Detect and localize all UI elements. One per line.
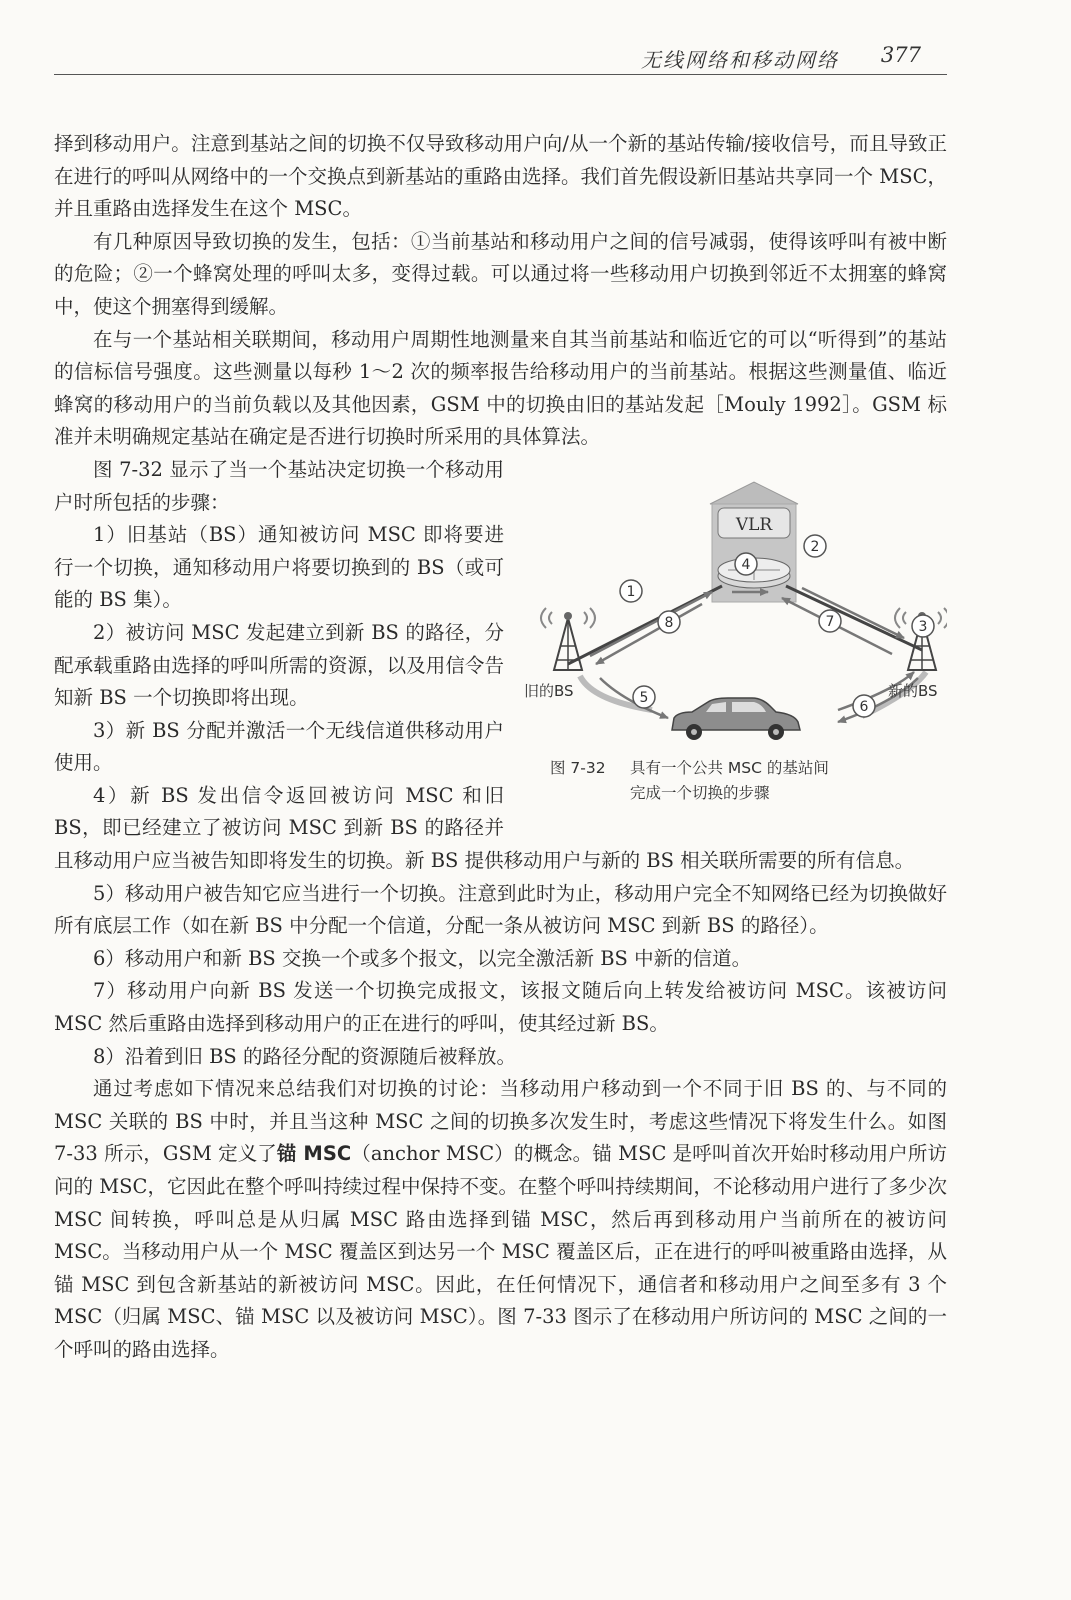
step-6-marker <box>853 695 875 717</box>
paragraph-5-part-2: （anchor MSC）的概念。锚 MSC 是呼叫首次开始时移动用户所访问的 MSC，它因此在整个呼叫持续过程中保持不变。在整个呼叫持续期间，不论移动用户进行了多少次 MSC 间转换，呼叫总是从归属 MSC 路由选择到锚 MSC，然后再到移动用户当前所在的被访问 MSC。当移动用户从一个 MSC 覆盖区到达另一个 MSC 覆盖区后，正在进行的呼叫被重路由选择，从锚 MSC 到包含新基站的新被访问 MSC。因此，在任何情况下，通信者和移动用户之间至多有 3 个 MSC（归属 MSC、锚 MSC 以及被访问 MSC）。图 7-33 图示了在移动用户所访问的 MSC 之间的一个呼叫的路由选择。 <box>54 1142 947 1361</box>
handoff-diagram <box>522 464 947 754</box>
svg-text:2: 2 <box>810 538 820 555</box>
figure-caption-line-2: 完成一个切换的步骤 <box>630 783 770 802</box>
step-2-marker <box>804 535 826 557</box>
step-7-text: 7）移动用户向新 BS 发送一个切换完成报文，该报文随后向上转发给被访问 MSC。该被访问 MSC 然后重路由选择到移动用户的正在进行的呼叫，使其经过新 BS。 <box>54 979 947 1036</box>
old-bs-tower-icon <box>541 608 595 670</box>
step-8-marker <box>658 611 680 633</box>
svg-text:7: 7 <box>825 613 835 630</box>
vlr-label: VLR <box>735 514 773 535</box>
step-8-text: 8）沿着到旧 BS 的路径分配的资源随后被释放。 <box>93 1044 516 1068</box>
page-number: 377 <box>880 43 921 67</box>
figure-caption-number: 图 7-32 <box>550 758 606 777</box>
step-1-text: 1）旧基站（BS）通知被访问 MSC 即将要进行一个切换，通知移动用户将要切换到的 BS（或可能的 BS 集）。 <box>54 523 504 612</box>
anchor-msc-term: 锚 MSC <box>276 1142 352 1166</box>
step-5-text: 5）移动用户被告知它应当进行一个切换。注意到此时为止，移动用户完全不知网络已经为切换做好所有底层工作（如在新 BS 中分配一个信道，分配一条从被访问 MSC 到新 BS 的路径）。 <box>54 881 947 938</box>
figure-caption-line-1: 具有一个公共 MSC 的基站间 <box>630 758 829 777</box>
paragraph-2: 有几种原因导致切换的发生，包括：①当前基站和移动用户之间的信号减弱，使得该呼叫有被中断的危险；②一个蜂窝处理的呼叫太多，变得过载。可以通过将一些移动用户切换到邻近不太拥塞的蜂窝中，使这个拥塞得到缓解。 <box>54 229 947 318</box>
step-3-marker <box>912 615 934 637</box>
body-text <box>54 128 947 1367</box>
step-4-marker <box>735 553 757 575</box>
svg-text:8: 8 <box>664 614 674 631</box>
step-5-marker <box>633 686 655 708</box>
old-bs-label: 旧的BS <box>524 681 574 700</box>
figure-caption <box>550 756 930 806</box>
new-bs-label: 新的BS <box>888 681 938 700</box>
car-icon <box>672 698 800 740</box>
step-4-text: 4）新 BS 发出信令返回被访问 MSC 和旧 BS，即已经建立了被访问 MSC 到新 BS 的路径并且移动用户应当被告知即将发生的切换。新 BS 提供移动用户与新的 BS 相关联所需要的所有信息。 <box>54 783 915 873</box>
paragraph-5-part-1: 通过考虑如下情况来总结我们对切换的讨论：当移动用户移动到一个不同于旧 BS 的、与不同的 MSC 关联的 BS 中时，并且当这种 MSC 之间的切换多次发生时，考虑这些情况下将发生什么。如图 7-33 所示，GSM 定义了 <box>54 1077 947 1166</box>
paragraph-3: 在与一个基站相关联期间，移动用户周期性地测量来自其当前基站和临近它的可以“听得到”的基站的信标信号强度。这些测量以每秒 1～2 次的频率报告给移动用户的当前基站。根据这些测量值、临近蜂窝的移动用户的当前负载以及其他因素，GSM 中的切换由旧的基站发起［Mouly 1992］。GSM 标准并未明确规定基站在确定是否进行切换时所采用的具体算法。 <box>54 327 947 449</box>
paragraph-1: 择到移动用户。注意到基站之间的切换不仅导致移动用户向/从一个新的基站传输/接收信号，而且导致正在进行的呼叫从网络中的一个交换点到新基站的重路由选择。我们首先假设新旧基站共享同一个 MSC，并且重路由选择发生在这个 MSC。 <box>54 132 947 221</box>
step-1-marker <box>620 580 642 602</box>
step-2-text: 2）被访问 MSC 发起建立到新 BS 的路径，分配承载重路由选择的呼叫所需的资源，以及用信令告知新 BS 一个切换即将出现。 <box>54 620 504 710</box>
svg-text:5: 5 <box>639 689 649 706</box>
running-header-title: 无线网络和移动网络 <box>641 48 839 72</box>
svg-text:4: 4 <box>741 556 751 573</box>
svg-text:3: 3 <box>918 618 928 635</box>
figure-7-32 <box>522 464 947 820</box>
step-7-marker <box>819 610 841 632</box>
svg-text:1: 1 <box>626 583 636 600</box>
running-header <box>54 40 947 75</box>
step-3-text: 3）新 BS 分配并激活一个无线信道供移动用户使用。 <box>54 718 504 775</box>
svg-text:6: 6 <box>859 698 869 715</box>
paragraph-4: 图 7-32 显示了当一个基站决定切换一个移动用户时所包括的步骤： <box>54 457 504 514</box>
step-6-text: 6）移动用户和新 BS 交换一个或多个报文，以完全激活新 BS 中新的信道。 <box>93 946 752 970</box>
msc-building-icon <box>710 482 798 602</box>
paragraph-5 <box>54 1073 947 1366</box>
